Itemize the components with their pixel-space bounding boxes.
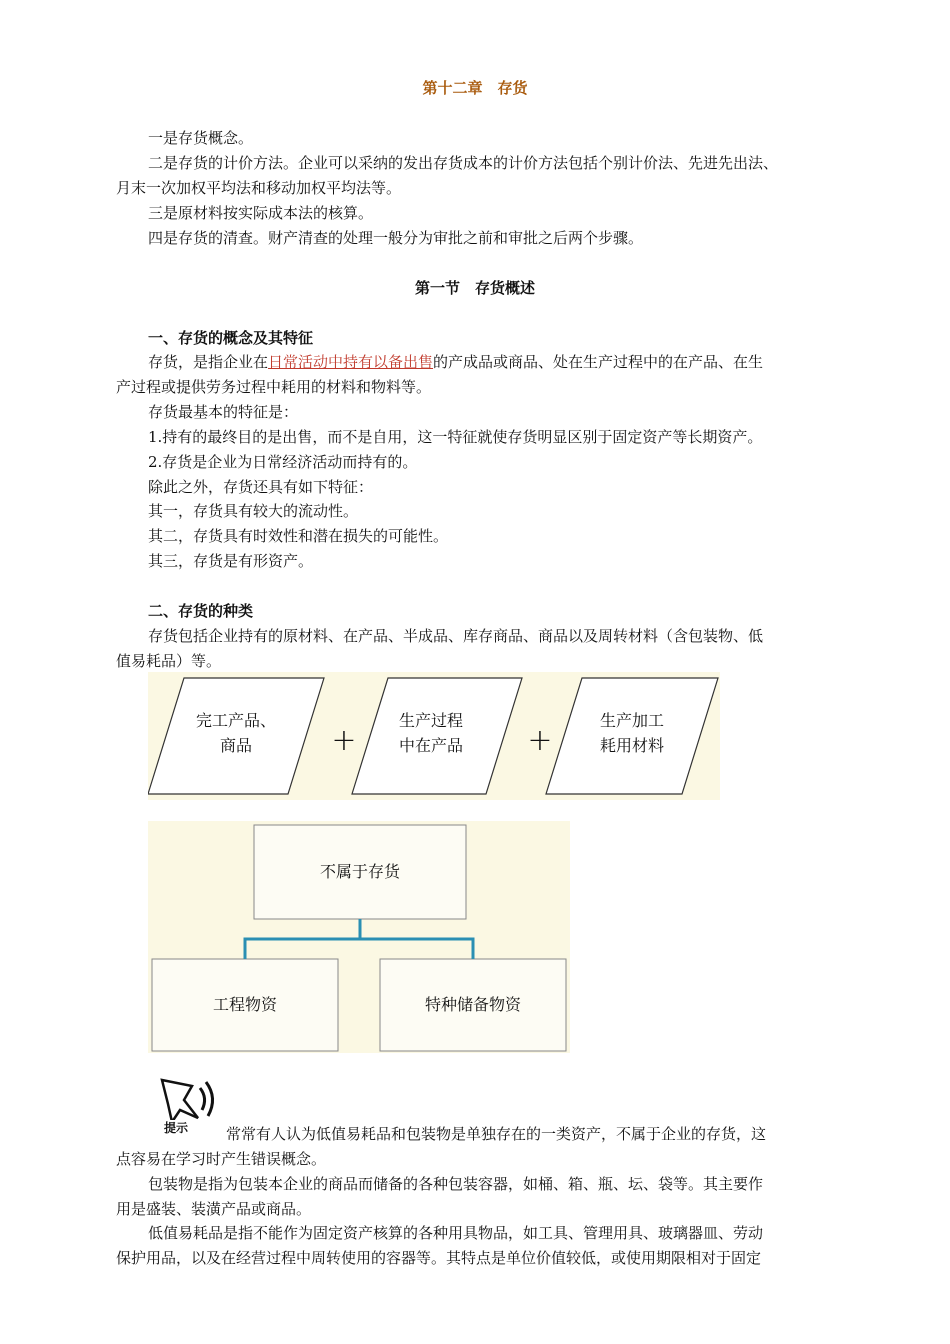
definition-line2: 产过程或提供劳务过程中耗用的材料和物料等。 [116,378,432,396]
subsection2-heading: 二、存货的种类 [148,602,254,620]
box1-line1: 完工产品、 [195,711,277,730]
label-not-inventory: 不属于存货 [319,862,401,881]
other-features-intro: 除此之外，存货还具有如下特征： [148,478,374,496]
subsection1-heading: 一、存货的概念及其特征 [148,329,314,347]
intro-p4: 四是存货的清查。财产清查的处理一般分为审批之前和审批之后两个步骤。 [148,229,644,247]
other-feature-3: 其三，存货是有形资产。 [148,552,314,570]
definition-highlight: 日常活动中持有以备出售 [268,353,434,371]
feature-2: 2.存货是企业为日常经济活动而持有的。 [148,453,418,471]
tip-icon-label: 提示 [163,1121,189,1134]
label-special-reserve: 特种储备物资 [424,995,522,1014]
section-title: 第一节 存货概述 [414,279,535,297]
feature-1: 1.持有的最终目的是出售，而不是自用，这一特征就使存货明显区别于固定资产等长期资产。 [148,428,763,446]
box3-line2: 耗用材料 [599,736,665,755]
other-feature-2: 其二，存货具有时效性和潜在损失的可能性。 [148,527,449,545]
plus-sign-1: + [331,723,357,758]
other-feature-1: 其一，存货具有较大的流动性。 [148,502,359,520]
definition-suffix: 的产成品或商品、处在生产过程中的在产品、在生 [433,353,764,371]
types-line2: 值易耗品）等。 [116,652,222,670]
plus-sign-2: + [527,723,553,758]
packaging-line1: 包装物是指为包装本企业的商品而储备的各种包装容器，如桶、箱、瓶、坛、袋等。其主要作 [148,1175,764,1193]
basic-feature-intro: 存货最基本的特征是： [148,403,299,421]
not-inventory-diagram [148,821,570,1053]
intro-p2-line1: 二是存货的计价方法。企业可以采纳的发出存货成本的计价方法包括个别计价法、先进先出法、 [148,154,779,172]
tip-icon [148,1070,224,1134]
low-value-line2: 保护用品，以及在经营过程中周转使用的容器等。其特点是单位价值较低，或使用期限相对于固定 [116,1249,762,1267]
chapter-title: 第十二章 存货 [422,79,528,97]
box1-line2: 商品 [219,736,253,755]
label-engineering-materials: 工程物资 [212,995,278,1014]
definition-line1 [148,352,763,372]
box2-line1: 生产过程 [398,711,464,730]
definition-prefix: 存货，是指企业在 [148,353,269,371]
box3-line1: 生产加工 [599,711,665,730]
packaging-line2: 用是盛装、装潢产品或商品。 [116,1200,312,1218]
intro-p2-line2: 月末一次加权平均法和移动加权平均法等。 [116,179,402,197]
tip-line2: 点容易在学习时产生错误概念。 [116,1150,327,1168]
types-line1: 存货包括企业持有的原材料、在产品、半成品、库存商品、商品以及周转材料（含包装物、低 [148,627,764,645]
intro-p1: 一是存货概念。 [148,129,254,147]
inventory-composition-diagram [148,672,720,800]
intro-p3: 三是原材料按实际成本法的核算。 [148,204,374,222]
low-value-line1: 低值易耗品是指不能作为固定资产核算的各种用具物品，如工具、管理用具、玻璃器皿、劳动 [148,1224,764,1242]
box2-line2: 中在产品 [398,736,464,755]
tip-line1: 常常有人认为低值易耗品和包装物是单独存在的一类资产，不属于企业的存货，这 [226,1125,767,1143]
